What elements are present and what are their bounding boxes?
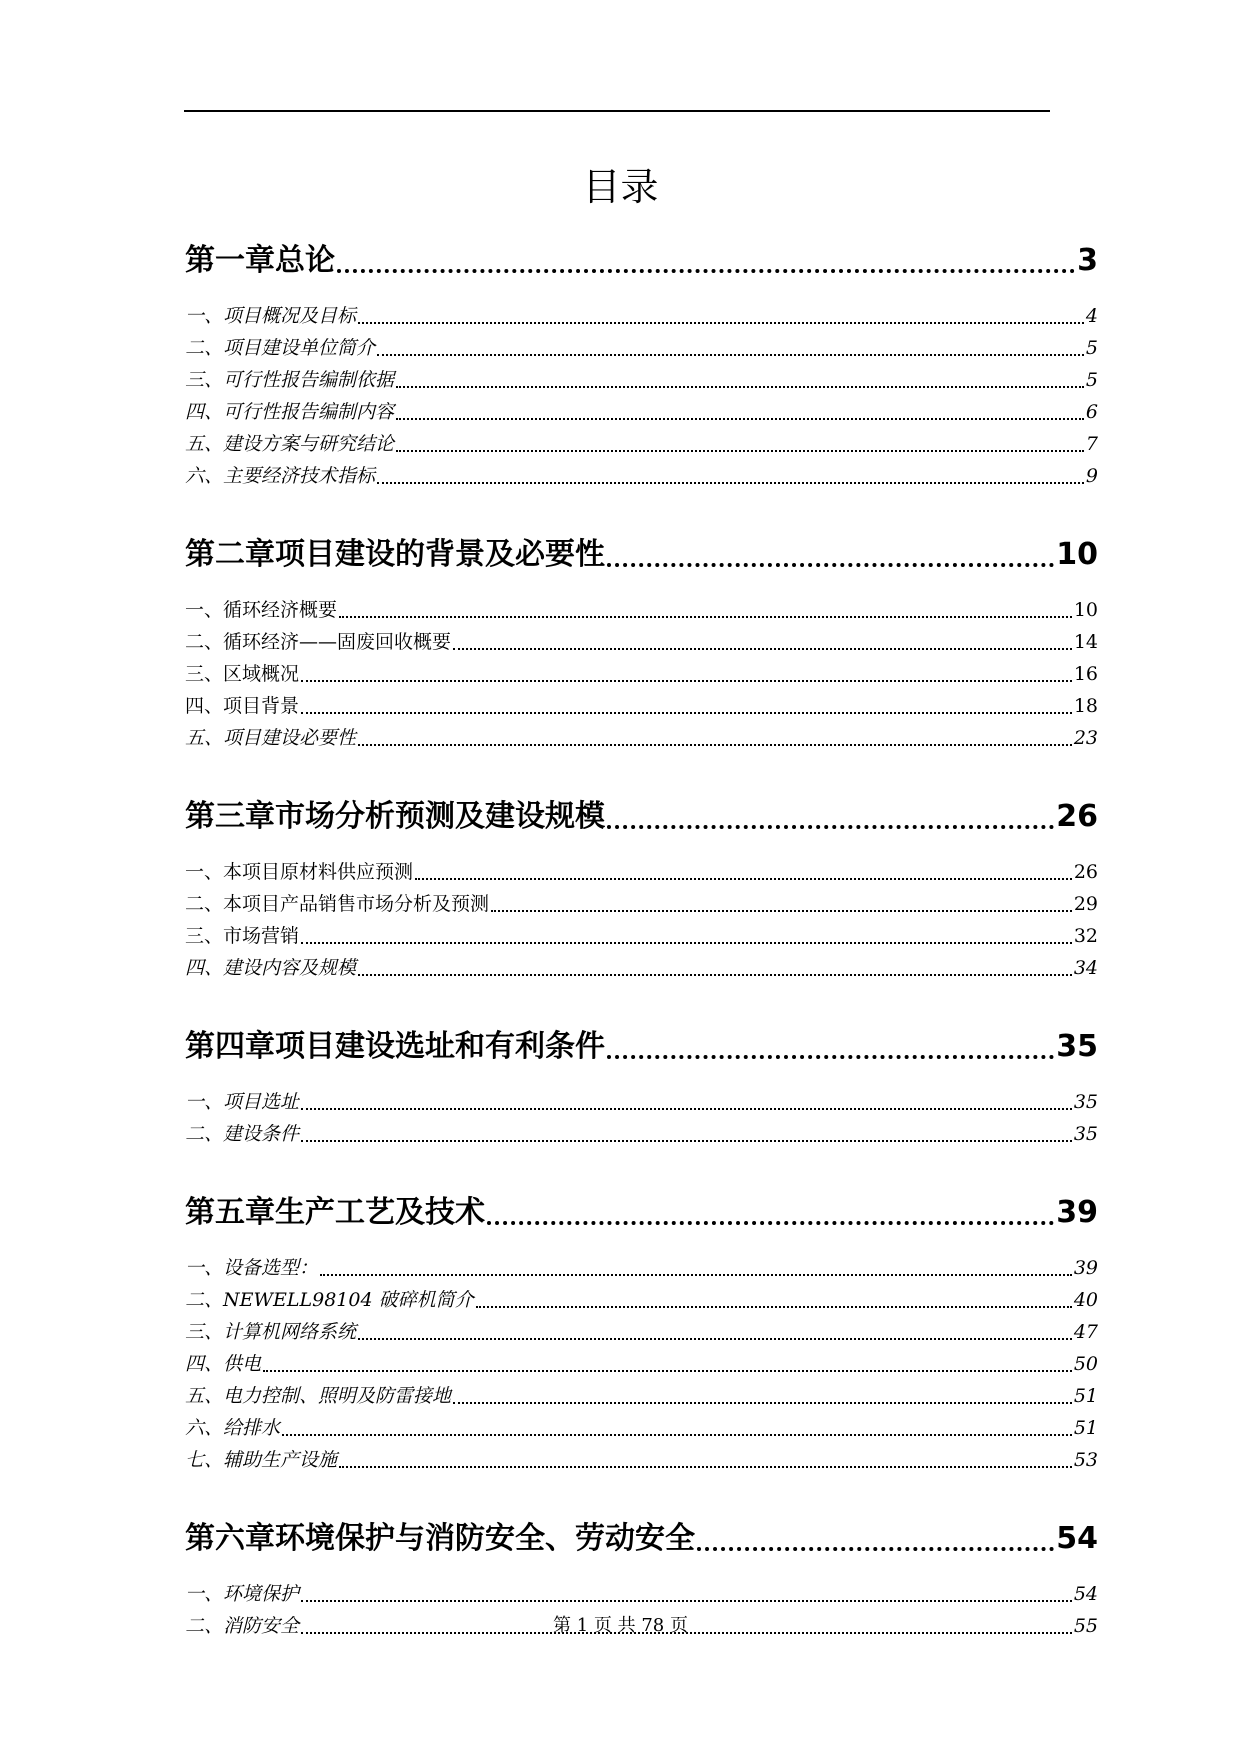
section-title: 五、项目建设必要性 xyxy=(185,727,357,749)
toc-chapter[interactable] xyxy=(185,1026,1098,1068)
dot-leader xyxy=(339,1466,1072,1468)
section-page-number: 6 xyxy=(1085,401,1098,423)
toc-section[interactable] xyxy=(185,1284,1098,1316)
dot-leader xyxy=(301,712,1072,714)
toc-section[interactable] xyxy=(185,1086,1098,1118)
toc-section[interactable] xyxy=(185,1380,1098,1412)
dot-leader xyxy=(282,1434,1072,1436)
section-page-number: 50 xyxy=(1073,1353,1098,1375)
section-page-number: 35 xyxy=(1073,1123,1098,1145)
section-page-number: 51 xyxy=(1073,1417,1098,1439)
section-title: 六、主要经济技术指标 xyxy=(185,465,376,487)
header-rule xyxy=(184,110,1050,112)
toc-section[interactable] xyxy=(185,888,1098,920)
section-title: 五、建设方案与研究结论 xyxy=(185,433,395,455)
section-page-number: 54 xyxy=(1073,1583,1098,1605)
section-title: 四、建设内容及规模 xyxy=(185,957,357,979)
toc-section[interactable] xyxy=(185,856,1098,888)
toc-section[interactable] xyxy=(185,460,1098,492)
toc-section[interactable] xyxy=(185,1118,1098,1150)
dot-leader xyxy=(358,974,1072,976)
section-page-number: 40 xyxy=(1073,1289,1098,1311)
dot-leader xyxy=(301,680,1072,682)
section-title: 六、给排水 xyxy=(185,1417,281,1439)
toc-section[interactable] xyxy=(185,594,1098,626)
section-page-number: 10 xyxy=(1073,599,1098,621)
toc-section[interactable] xyxy=(185,690,1098,722)
page-footer: 第 1 页 共 78 页 xyxy=(553,1615,688,1636)
dot-leader xyxy=(396,450,1084,452)
toc-title: 目录 xyxy=(582,165,659,209)
toc-section[interactable] xyxy=(185,1252,1098,1284)
toc-section[interactable] xyxy=(185,332,1098,364)
section-title: 四、可行性报告编制内容 xyxy=(185,401,395,423)
dot-leader xyxy=(301,1140,1072,1142)
dot-leader xyxy=(358,744,1072,746)
dot-leader xyxy=(301,1600,1072,1602)
section-title: 二、建设条件 xyxy=(185,1123,300,1145)
section-title: 二、NEWELL98104 破碎机简介 xyxy=(185,1289,474,1311)
chapter-title: 第三章市场分析预测及建设规模 xyxy=(185,799,605,834)
toc-section[interactable] xyxy=(185,428,1098,460)
section-title: 三、市场营销 xyxy=(185,925,300,947)
section-page-number: 39 xyxy=(1073,1257,1098,1279)
chapter-title: 第五章生产工艺及技术 xyxy=(185,1195,485,1230)
chapter-page-number: 54 xyxy=(1056,1521,1098,1556)
toc-section[interactable] xyxy=(185,1578,1098,1610)
dot-leader xyxy=(453,1402,1072,1404)
toc-section[interactable] xyxy=(185,1412,1098,1444)
toc-section[interactable] xyxy=(185,396,1098,428)
dot-leader xyxy=(358,1338,1072,1340)
dot-leader xyxy=(377,354,1084,356)
toc-section[interactable] xyxy=(185,920,1098,952)
section-page-number: 26 xyxy=(1073,861,1098,883)
section-title: 二、消防安全 xyxy=(185,1615,300,1637)
toc-chapter[interactable] xyxy=(185,1192,1098,1234)
section-page-number: 5 xyxy=(1085,369,1098,391)
section-title: 三、区域概况 xyxy=(185,663,300,685)
toc-section[interactable] xyxy=(185,722,1098,754)
chapter-title: 第六章环境保护与消防安全、劳动安全 xyxy=(185,1521,695,1556)
chapter-page-number: 3 xyxy=(1077,243,1098,278)
toc-section[interactable] xyxy=(185,300,1098,332)
toc-section[interactable] xyxy=(185,1348,1098,1380)
section-title: 一、环境保护 xyxy=(185,1583,300,1605)
section-page-number: 7 xyxy=(1085,433,1098,455)
dot-leader xyxy=(320,1274,1072,1276)
section-page-number: 53 xyxy=(1073,1449,1098,1471)
chapter-page-number: 39 xyxy=(1056,1195,1098,1230)
dot-leader xyxy=(396,418,1084,420)
toc-chapter[interactable] xyxy=(185,1518,1098,1560)
dot-leader xyxy=(396,386,1084,388)
dot-leader xyxy=(301,1108,1072,1110)
chapter-page-number: 35 xyxy=(1056,1029,1098,1064)
section-page-number: 29 xyxy=(1073,893,1098,915)
section-title: 一、本项目原材料供应预测 xyxy=(185,861,414,883)
section-page-number: 4 xyxy=(1085,305,1098,327)
dot-leader xyxy=(491,910,1072,912)
section-title: 七、辅助生产设施 xyxy=(185,1449,338,1471)
section-title: 五、电力控制、照明及防雷接地 xyxy=(185,1385,452,1407)
section-page-number: 5 xyxy=(1085,337,1098,359)
dot-leader xyxy=(607,825,1054,829)
dot-leader xyxy=(301,942,1072,944)
toc-section[interactable] xyxy=(185,658,1098,690)
section-title: 一、项目概况及目标 xyxy=(185,305,357,327)
chapter-title: 第二章项目建设的背景及必要性 xyxy=(185,537,605,572)
dot-leader xyxy=(377,482,1084,484)
toc-section[interactable] xyxy=(185,626,1098,658)
section-title: 三、可行性报告编制依据 xyxy=(185,369,395,391)
chapter-title: 第一章总论 xyxy=(185,243,335,278)
section-title: 一、项目选址 xyxy=(185,1091,300,1113)
table-of-contents xyxy=(185,230,1098,1642)
dot-leader xyxy=(263,1370,1072,1372)
section-page-number: 9 xyxy=(1085,465,1098,487)
section-page-number: 51 xyxy=(1073,1385,1098,1407)
toc-chapter[interactable] xyxy=(185,240,1098,282)
chapter-page-number: 10 xyxy=(1056,537,1098,572)
dot-leader xyxy=(607,563,1054,567)
dot-leader xyxy=(607,1055,1054,1059)
dot-leader xyxy=(697,1547,1054,1551)
dot-leader xyxy=(339,616,1072,618)
toc-section[interactable] xyxy=(185,1444,1098,1476)
section-page-number: 35 xyxy=(1073,1091,1098,1113)
dot-leader xyxy=(476,1306,1072,1308)
dot-leader xyxy=(337,269,1075,273)
toc-section[interactable] xyxy=(185,364,1098,396)
section-page-number: 16 xyxy=(1073,663,1098,685)
section-page-number: 23 xyxy=(1073,727,1098,749)
chapter-title: 第四章项目建设选址和有利条件 xyxy=(185,1029,605,1064)
section-page-number: 47 xyxy=(1073,1321,1098,1343)
dot-leader xyxy=(487,1221,1054,1225)
section-title: 二、本项目产品销售市场分析及预测 xyxy=(185,893,490,915)
section-page-number: 32 xyxy=(1073,925,1098,947)
section-title: 四、项目背景 xyxy=(185,695,300,717)
toc-chapter[interactable] xyxy=(185,534,1098,576)
section-page-number: 55 xyxy=(1073,1615,1098,1637)
section-title: 一、设备选型： xyxy=(185,1257,319,1279)
section-title: 二、项目建设单位简介 xyxy=(185,337,376,359)
chapter-page-number: 26 xyxy=(1056,799,1098,834)
section-page-number: 14 xyxy=(1073,631,1098,653)
section-title: 三、计算机网络系统 xyxy=(185,1321,357,1343)
section-title: 二、循环经济——固废回收概要 xyxy=(185,631,452,653)
section-title: 一、循环经济概要 xyxy=(185,599,338,621)
dot-leader xyxy=(358,322,1084,324)
toc-section[interactable] xyxy=(185,1316,1098,1348)
toc-section[interactable] xyxy=(185,952,1098,984)
dot-leader xyxy=(453,648,1072,650)
toc-chapter[interactable] xyxy=(185,796,1098,838)
section-page-number: 34 xyxy=(1073,957,1098,979)
section-page-number: 18 xyxy=(1073,695,1098,717)
dot-leader xyxy=(415,878,1072,880)
section-title: 四、供电 xyxy=(185,1353,262,1375)
